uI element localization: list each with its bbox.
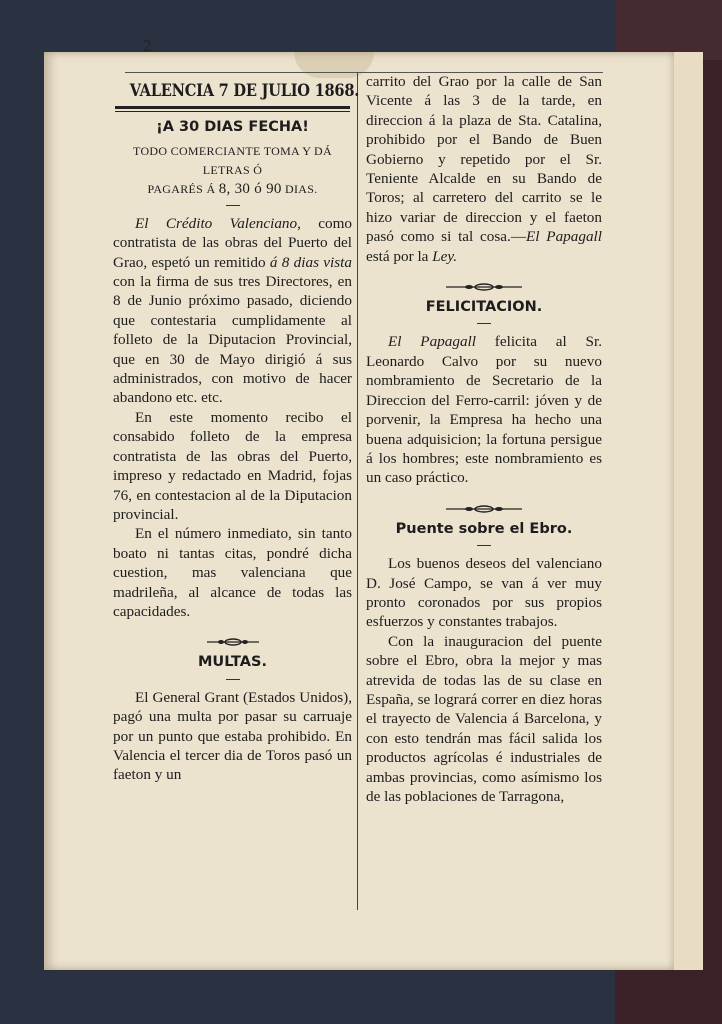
ornament-divider: [366, 282, 602, 292]
left-column: [113, 80, 360, 785]
date-heading: VALENCIA 7 DE JULIO 1868.: [129, 81, 360, 101]
paragraph-carrito-em1: El Papagall: [526, 228, 602, 246]
next-page-edge: [672, 52, 703, 970]
short-dash: [226, 205, 240, 206]
felicitacion-heading: FELICITACION.: [425, 299, 543, 316]
paragraph-deseos: Los buenos deseos del valenciano D. José Campo, se van á ver muy pronto coronados por sus propios esfuerzos y constantes trabajos.: [366, 555, 602, 631]
puente-heading: Puente sobre el Ebro.: [395, 520, 573, 537]
paragraph-credito-a: como contratista de las obras del Puerto del Grao, espetó un remitido: [113, 214, 353, 271]
paragraph-felicitacion: [366, 332, 602, 487]
paragraph-carrito-em2: Ley.: [432, 247, 458, 265]
paper-stain: [294, 52, 374, 78]
paragraph-felicitacion-rest: felicita al Sr. Leonardo Calvo por su nuevo nombramiento de Secretario de la Direccion del Ferro-carril: jóven y de porvenir, la Empresa ha hecho una buena adquisicion; la fortuna persigue á los hombres; este nombramiento es un caso práctico.: [366, 333, 602, 487]
notice-line-2: [113, 180, 352, 199]
notice-line-2-nums: 8, 30 ó 90: [218, 180, 282, 197]
paragraph-carrito-a: carrito del Grao por la calle de San Vicente á las 3 de la tarde, en direccion á la plaza de Sta. Catalina, prohibido por el Bando de Buen Gobierno y repetido por el Sr. Teniente Alcalde en su Bando de Toros; al carretero del carrito se le hizo variar de direccion y el faeton pasó como si tal cosa.—: [366, 73, 602, 246]
background-corner: [615, 0, 722, 60]
ornament-divider: [113, 637, 352, 647]
notice-line-2-pre: PAGARÉS Á: [147, 181, 219, 196]
page-number: 2: [143, 36, 152, 55]
paragraph-inauguracion: Con la inauguracion del puente sobre el Ebro, obra la mejor y mas atrevida de todas las de su clase en España, se logrará correr en diez horas el trayecto de Valencia á Barcelona, y con esto tendrán mas fácil salida los productos agrícolas é industriales de ambas provincias, como asímismo los de las poblaciones de Tarragona,: [366, 632, 602, 805]
notice-line-1: TODO COMERCIANTE TOMA Y DÁ LETRAS Ó: [133, 143, 332, 177]
short-dash: [226, 679, 240, 680]
paragraph-credito: [113, 214, 352, 408]
short-dash: [477, 323, 491, 324]
multas-heading: MULTAS.: [198, 654, 267, 671]
short-dash: [477, 545, 491, 546]
ornament-divider: [366, 504, 602, 514]
paragraph-carrito: [366, 72, 602, 266]
paragraph-credito-lead: El Crédito Valenciano,: [135, 214, 301, 232]
paragraph-grant: El General Grant (Estados Unidos), pagó una multa por pasar su carruaje por un punto que estaba prohibido. En Valencia el tercer dia de Toros pasó un faeton y un: [113, 688, 352, 784]
paragraph-credito-em: á 8 dias vista: [269, 253, 352, 271]
column-divider: [357, 72, 358, 910]
paragraph-credito-b: con la firma de sus tres Directores, en 8 de Junio próximo pasado, diciendo que contestaria cumplidamente al folleto de la Diputacion Provincial, que en 30 de Mayo dirigió á sus administrados, con motivo de hacer abandono etc. etc.: [113, 273, 352, 407]
paragraph-felicitacion-em: El Papagall: [388, 333, 476, 351]
notice-line-2-post: DIAS.: [281, 181, 318, 196]
paragraph-carrito-b: está por la: [366, 247, 433, 265]
right-column: [366, 72, 602, 806]
notice-text: [113, 142, 352, 199]
paragraph-numero: En el número inmediato, sin tanto boato ni tantas citas, pondré dicha cuestion, mas valenciana que madrileña, al alcance de todas las capacidades.: [113, 525, 352, 620]
paragraph-folleto: En este momento recibo el consabido folleto de la empresa contratista de las obras del Puerto, impreso y redactado en Madrid, fojas 76, en contestacion al de la Diputacion provincial.: [113, 408, 352, 523]
double-rule: [115, 106, 350, 112]
notice-heading: ¡A 30 DIAS FECHA!: [156, 119, 309, 136]
